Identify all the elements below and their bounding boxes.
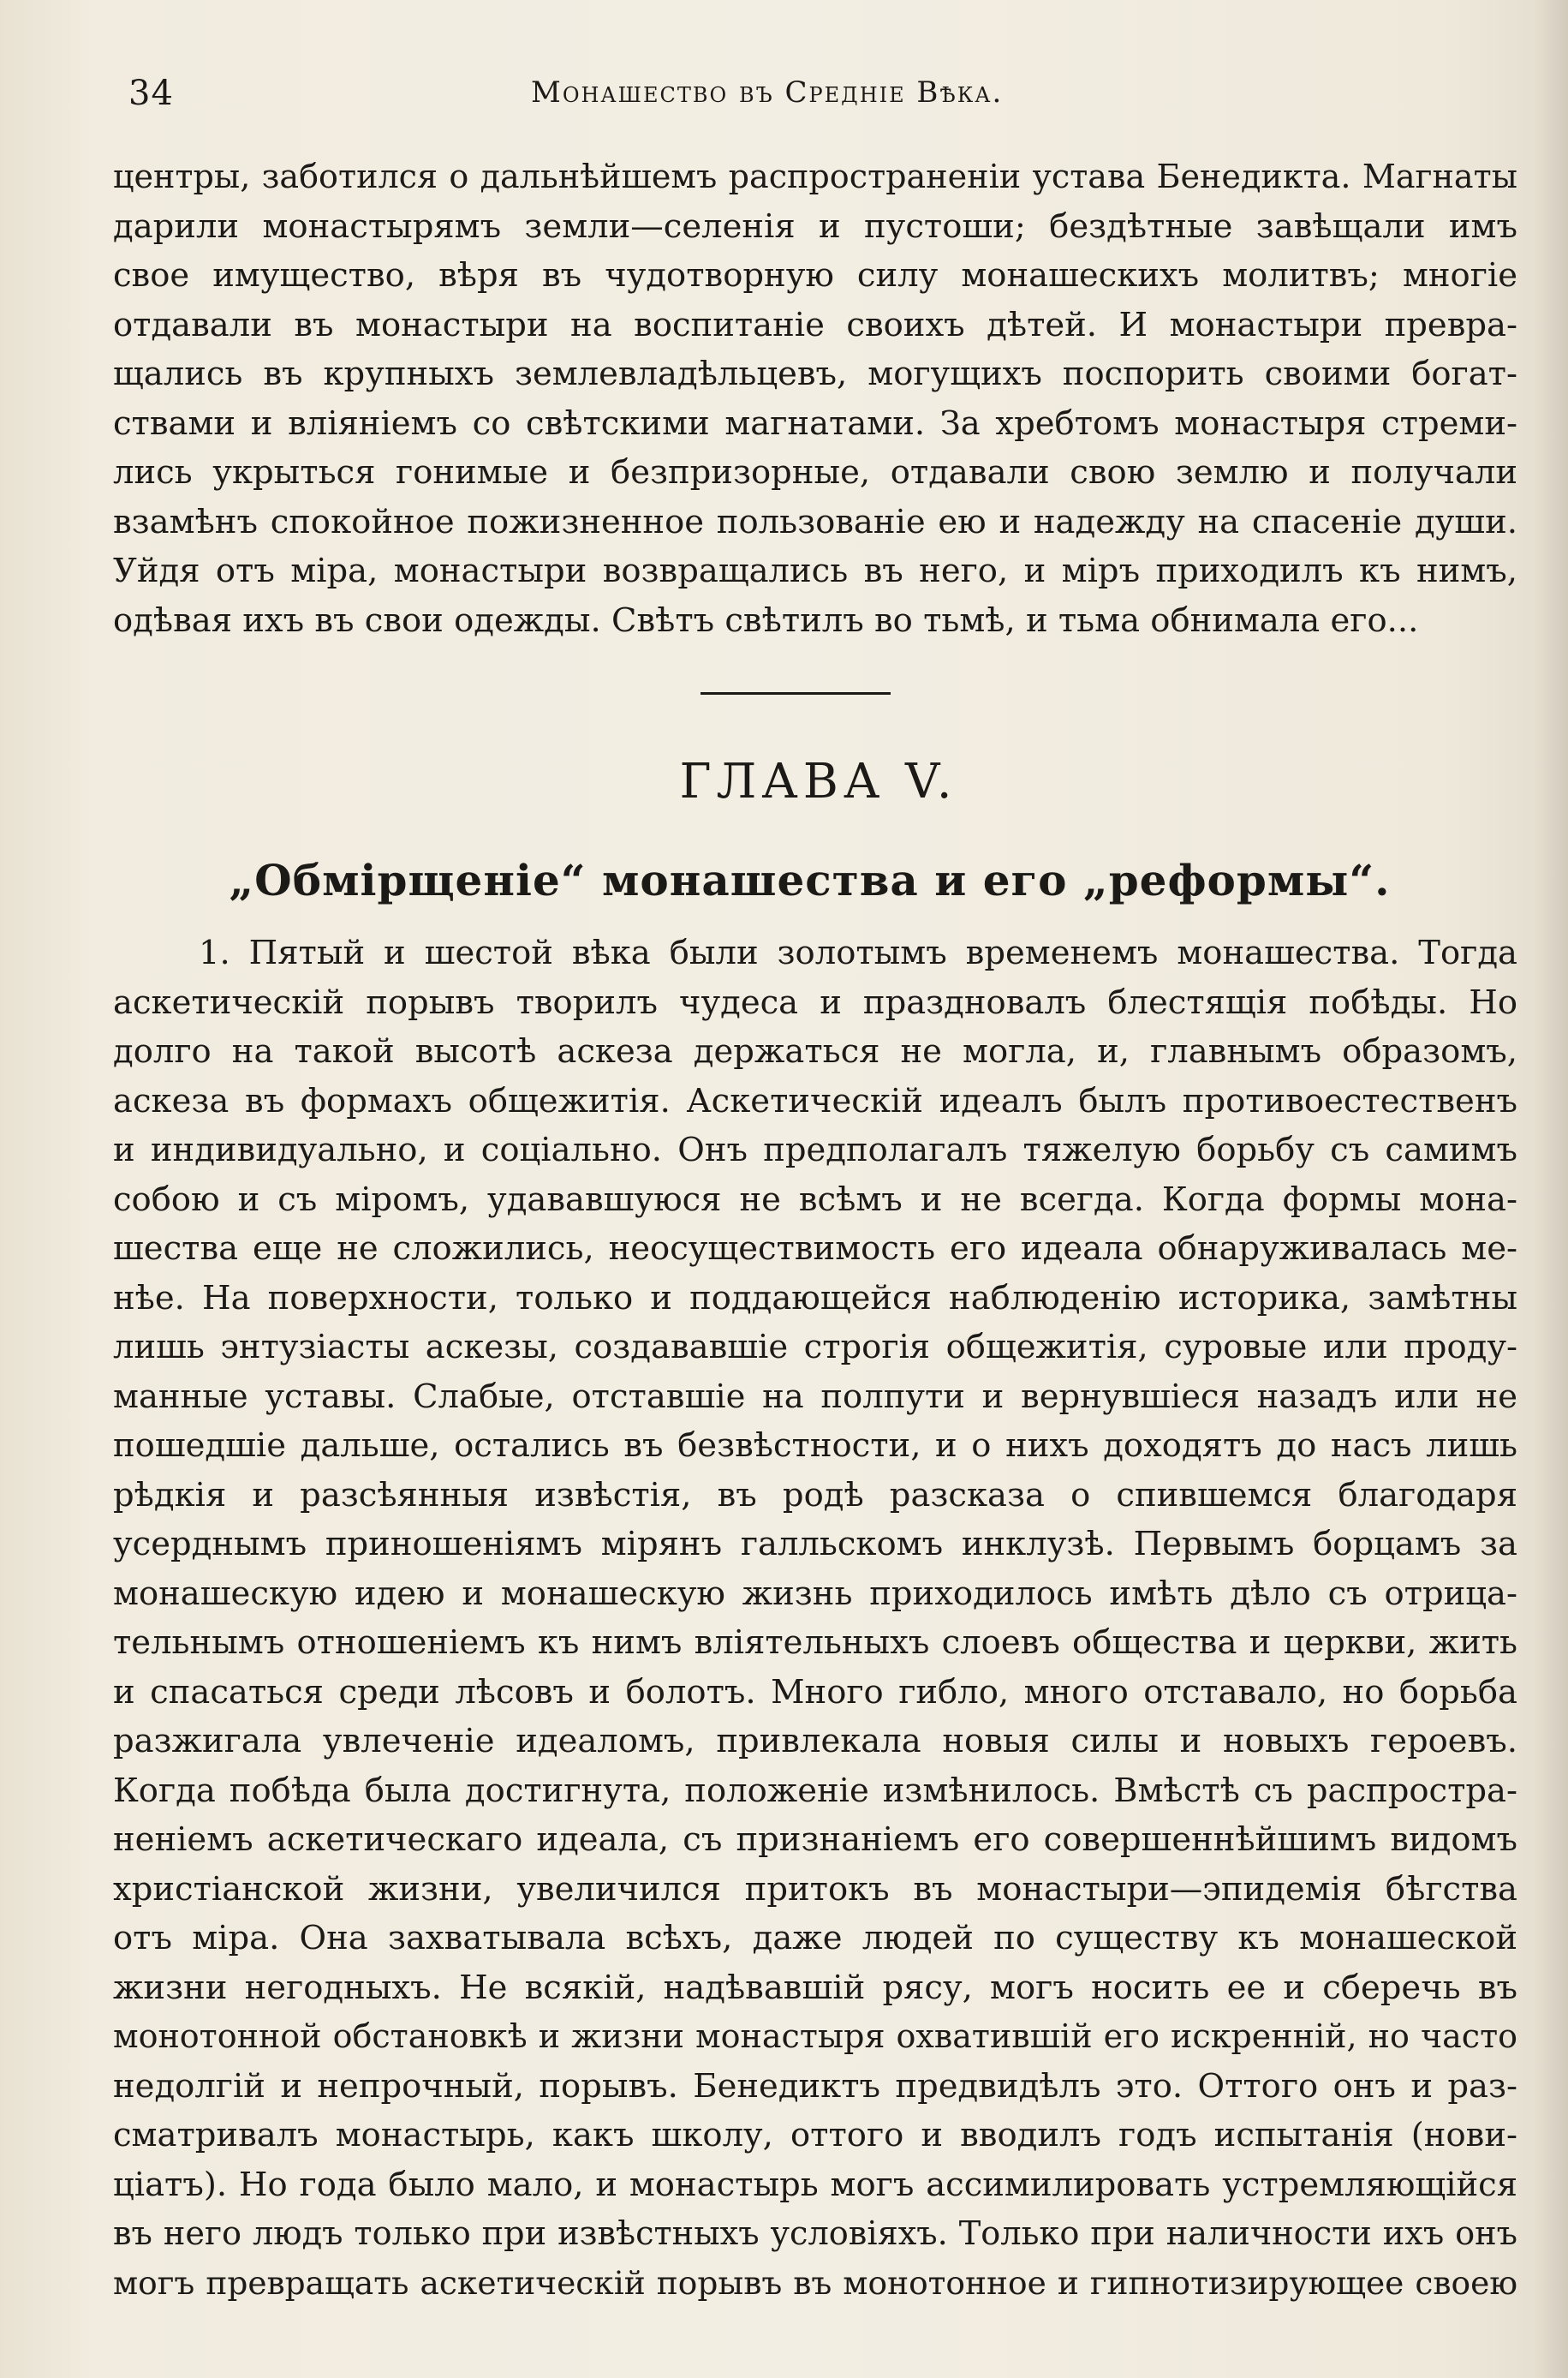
page-edge-shadow xyxy=(1534,0,1568,2378)
page-number: 34 xyxy=(128,74,174,113)
text-line: Уйдя отъ міра, монастыри возвращались въ него, и міръ приходилъ къ нимъ, xyxy=(113,552,1517,590)
text-line: нѣе. На поверхности, только и поддающейся наблюденію историка, замѣтны xyxy=(113,1278,1517,1317)
text-line: долго на такой высотѣ аскеза держаться не могла, и, главнымъ образомъ, xyxy=(113,1032,1517,1071)
text-line: манные уставы. Слабые, отставшіе на полпути и вернувшіеся назадъ или не xyxy=(113,1377,1517,1416)
text-line: аскетическій порывъ творилъ чудеса и праздновалъ блестящія побѣды. Но xyxy=(113,983,1517,1022)
text-line: и индивидуально, и соціально. Онъ предполагалъ тяжелую борьбу съ самимъ xyxy=(113,1131,1517,1169)
text-line: могъ превращать аскетическій порывъ въ монотонное и гипнотизирующее своею xyxy=(113,2263,1517,2302)
text-line: жизни негодныхъ. Не всякій, надѣвавшій рясу, могъ носить ее и сберечь въ xyxy=(113,1968,1517,2007)
text-line: христіанской жизни, увеличился притокъ въ монастыри—эпидемія бѣгства xyxy=(113,1869,1517,1909)
text-line: рѣдкія и разсѣянныя извѣстія, въ родѣ разсказа о спившемся благодаря xyxy=(113,1475,1517,1515)
text-line: недолгій и непрочный, порывъ. Бенедиктъ предвидѣлъ это. Оттого онъ и раз- xyxy=(113,2066,1517,2106)
text-line: шества еще не сложились, неосуществимость его идеала обнаруживалась ме- xyxy=(113,1229,1517,1268)
text-line: собою и съ міромъ, удававшуюся не всѣмъ и не всегда. Когда формы мона- xyxy=(113,1180,1517,1219)
text-line: отдавали въ монастыри на воспитаніе своихъ дѣтей. И монастыри превра- xyxy=(113,305,1517,344)
text-line: пошедшіе дальше, остались въ безвѣстности, и о нихъ доходятъ до насъ лишь xyxy=(113,1426,1517,1465)
section-divider-rule xyxy=(701,692,891,695)
text-line: ціатъ). Но года было мало, и монастырь могъ ассимилировать устремляющійся xyxy=(113,2165,1517,2204)
text-line: усерднымъ приношеніямъ мірянъ галльскомъ инклузѣ. Первымъ борцамъ за xyxy=(113,1525,1517,1563)
text-line: свое имущество, вѣря въ чудотворную силу монашескихъ молитвъ; многіе xyxy=(113,256,1517,295)
text-line: Когда побѣда была достигнута, положеніе измѣнилось. Вмѣстѣ съ распростра- xyxy=(113,1771,1517,1810)
text-line: монашескую идею и монашескую жизнь приходилось имѣть дѣло съ отрица- xyxy=(113,1574,1517,1613)
text-line: сматривалъ монастырь, какъ школу, оттого и вводилъ годъ испытанія (нови- xyxy=(113,2116,1517,2154)
text-line: центры, заботился о дальнѣйшемъ распространеніи устава Бенедикта. Магнаты xyxy=(113,158,1517,195)
text-line: лишь энтузіасты аскезы, создававшіе строгія общежитія, суровые или проду- xyxy=(113,1328,1517,1366)
text-line: ствами и вліяніемъ со свѣтскими магнатами. За хребтомъ монастыря стреми- xyxy=(113,403,1517,443)
running-head xyxy=(128,74,1482,125)
chapter-heading: ГЛАВА V. xyxy=(679,754,957,810)
text-line: и спасаться среди лѣсовъ и болотъ. Много гибло, много отставало, но борьба xyxy=(113,1672,1517,1712)
continued-paragraph xyxy=(113,152,1517,645)
text-line: лись укрыться гонимые и безпризорные, отдавали свою землю и получали xyxy=(113,453,1517,492)
running-title: Монашество въ Средніе Вѣка. xyxy=(531,75,1004,110)
text-line: аскеза въ формахъ общежитія. Аскетическій идеалъ былъ противоестественъ xyxy=(113,1081,1517,1120)
text-line: неніемъ аскетическаго идеала, съ признаніемъ его совершеннѣйшимъ видомъ xyxy=(113,1820,1517,1859)
chapter-subtitle: „Обмірщеніе“ монашества и его „реформы“. xyxy=(229,855,1391,905)
text-line: дарили монастырямъ земли—селенія и пустоши; бездѣтные завѣщали имъ xyxy=(113,206,1517,246)
text-line: взамѣнъ спокойное пожизненное пользованіе ею и надежду на спасеніе души. xyxy=(113,502,1517,541)
text-line: отъ міра. Она захватывала всѣхъ, даже людей по существу къ монашеской xyxy=(113,1919,1517,1957)
text-line: монотонной обстановкѣ и жизни монастыря охватившій его искренній, но часто xyxy=(113,2017,1517,2055)
text-line: разжигала увлеченіе идеаломъ, привлекала новыя силы и новыхъ героевъ. xyxy=(113,1722,1517,1760)
text-line: 1. Пятый и шестой вѣка были золотымъ временемъ монашества. Тогда xyxy=(199,934,1517,972)
text-line: одѣвая ихъ въ свои одежды. Свѣтъ свѣтилъ во тьмѣ, и тьма обнимала его... xyxy=(113,600,1419,640)
text-line: щались въ крупныхъ землевладѣльцевъ, могущихъ поспорить своими богат- xyxy=(113,355,1517,393)
text-line: тельнымъ отношеніемъ къ нимъ вліятельныхъ слоевъ общества и церкви, жить xyxy=(113,1623,1517,1662)
chapter-paragraph-1 xyxy=(113,929,1517,2308)
text-line: въ него людъ только при извѣстныхъ условіяхъ. Только при наличности ихъ онъ xyxy=(113,2214,1517,2253)
